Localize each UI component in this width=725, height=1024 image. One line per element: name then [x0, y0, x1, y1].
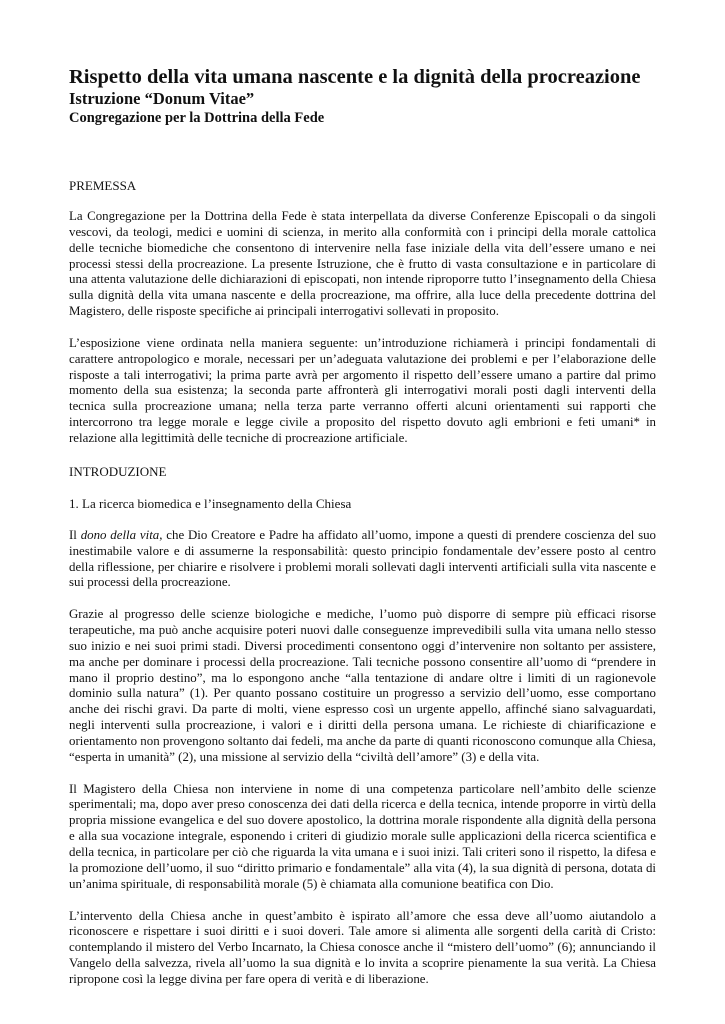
premessa-heading: PREMESSA — [69, 178, 137, 193]
paragraph-lead-text: Il — [69, 527, 81, 542]
document-subtitle: Istruzione “Donum Vitae” — [69, 89, 255, 108]
document-page — [69, 66, 656, 988]
paragraph-rest-text: , che Dio Creatore e Padre ha affidato all’uomo, impone a questi di prendere coscienza del suo inestimabile valore e di assumerne la responsabilità: questo principio fondamentale dev’essere posto al centro della riflessione, per chiarire e risolvere i problemi morali sollevati dagli interventi artificiali sulla vita nascente e sui processi della procreazione. — [69, 527, 656, 590]
document-title: Rispetto della vita umana nascente e la dignità della procreazione — [69, 66, 641, 88]
section-1-paragraph-2: Grazie al progresso delle scienze biologiche e mediche, l’uomo può disporre di sempre più efficaci risorse terapeutiche, ma può anche acquisire poteri nuovi dalle conseguenze imprevedibili sulla vita umana nello stesso suo inizio e nei suoi primi stadi. Diversi procedimenti consentono oggi d’intervenire non soltanto per assistere, ma anche per dominare i processi della procreazione. Tali tecniche possono consentire all’uomo di “prendere in mano il proprio destino”, ma lo espongono anche “alla tentazione di andare oltre i limiti di un ragionevole dominio sulla natura” (1). Per quanto possano costituire un progresso a servizio dell’uomo, esse comportano anche dei rischi gravi. Da parte di molti, viene espresso così un urgente appello, affinché siano salvaguardati, negli interventi sulla procreazione, i valori e i diritti della persona umana. Le richieste di chiarificazione e orientamento non provengono soltanto dai fedeli, ma anche da parte di quanti riconoscono comunque alla Chiesa, “esperta in umanità” (2), una missione al servizio della “civiltà dell’amore” (3) e della vita. — [69, 607, 656, 764]
section-1-paragraph-3: Il Magistero della Chiesa non interviene in nome di una competenza particolare nell’ambito delle scienze sperimentali; ma, dopo aver preso conoscenza dei dati della ricerca e della tecnica, intende proporre in virtù della propria missione evangelica e del suo dovere apostolico, la dottrina morale rispondente alla dignità della persona e alla sua vocazione integrale, esponendo i criteri di giudizio morale sulle applicazioni della ricerca scientifica e della tecnica, in particolare per ciò che riguarda la vita umana e i suoi inizi. Tali criteri sono il rispetto, la difesa e la promozione dell’uomo, il suo “diritto primario e fondamentale” alla vita (4), la sua dignità di persona, dotata di un’anima spirituale, di responsabilità morale (5) è chiamata alla comunione beatifica con Dio. — [69, 781, 656, 891]
section-1-paragraph-1 — [69, 528, 656, 591]
emphasized-phrase: dono della vita — [80, 527, 160, 542]
section-1-heading: 1. La ricerca biomedica e l’insegnamento della Chiesa — [69, 495, 352, 511]
premessa-paragraph-1: La Congregazione per la Dottrina della Fede è stata interpellata da diverse Conferenze Episcopali o da singoli vescovi, da teologi, medici e uomini di scienza, in merito alla conformità con i principi della morale cattolica delle tecniche biomediche che consentono di intervenire nella fase iniziale della vita dell’essere umano e nei processi stessi della procreazione. La presente Istruzione, che è frutto di vasta consultazione e in particolare di una attenta valutazione delle dichiarazioni di episcopati, non intende riproporre tutto l’insegnamento della Chiesa sulla dignità della vita umana nascente e della procreazione, ma offrire, alla luce della precedente dottrina del Magistero, delle risposte specifiche ai principali interrogativi sollevati in proposito. — [69, 209, 656, 319]
issuing-organization: Congregazione per la Dottrina della Fede — [69, 110, 325, 126]
introduzione-heading: INTRODUZIONE — [69, 463, 167, 479]
premessa-paragraph-2: L’esposizione viene ordinata nella maniera seguente: un’introduzione richiamerà i principi fondamentali di carattere antropologico e morale, necessari per un’adeguata valutazione dei problemi e per l’elaborazione delle risposte a tali interrogativi; la prima parte avrà per argomento il rispetto dell’essere umano a partire dal primo momento della sua esistenza; la seconda parte affronterà gli interrogativi morali posti dagli interventi della tecnica sulla procreazione umana; nella terza parte verranno offerti alcuni orientamenti sui rapporti che intercorrono tra legge morale e legge civile a proposito del rispetto dovuto agli embrioni e feti umani* in relazione alla legittimità delle tecniche di procreazione artificiale. — [69, 335, 656, 445]
section-1-paragraph-4: L’intervento della Chiesa anche in quest’ambito è ispirato all’amore che essa deve all’uomo aiutandolo a riconoscere e rispettare i suoi diritti e i suoi doveri. Tale amore si alimenta alle sorgenti della carità di Cristo: contemplando il mistero del Verbo Incarnato, la Chiesa conosce anche il “mistero dell’uomo” (6); annunciando il Vangelo della salvezza, rivela all’uomo la sua dignità e lo invita a scoprire pienamente la sua verità. La Chiesa ripropone così la legge divina per fare opera di verità e di liberazione. — [69, 908, 656, 986]
